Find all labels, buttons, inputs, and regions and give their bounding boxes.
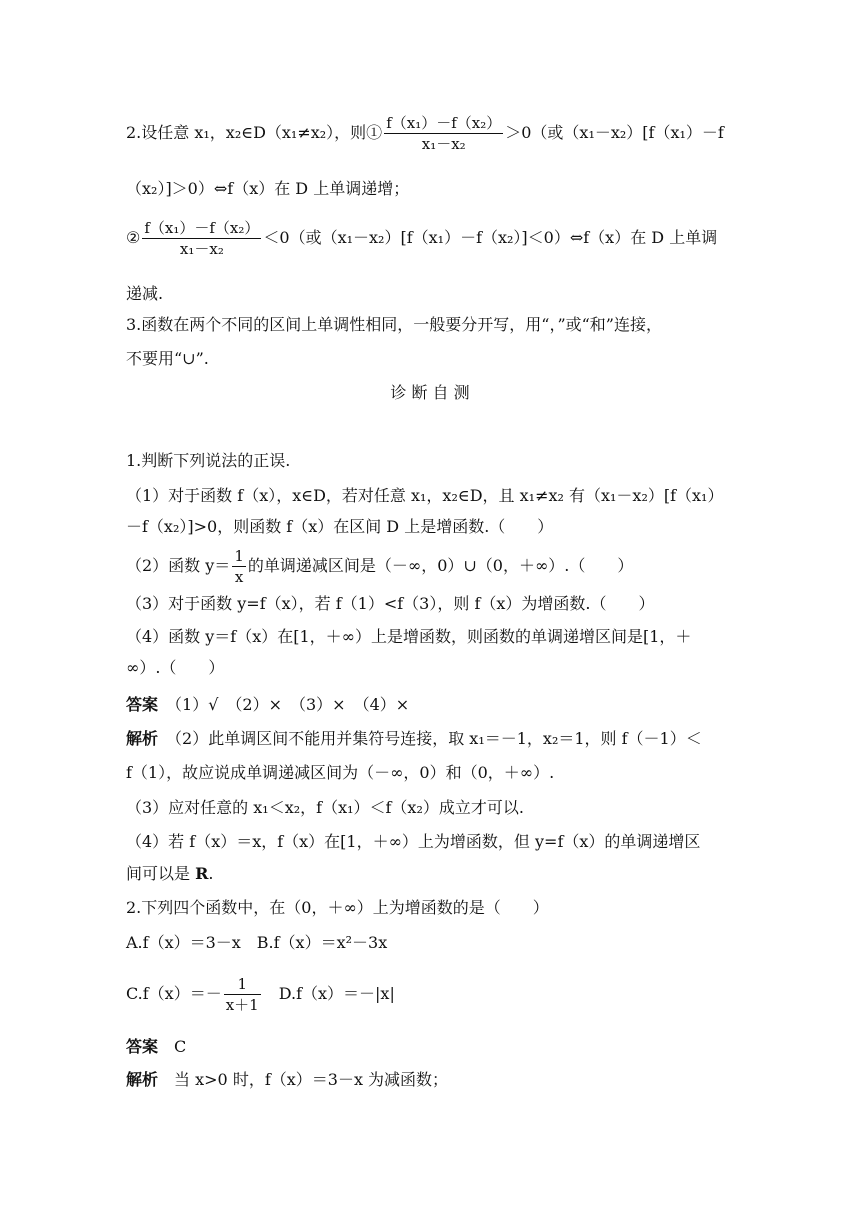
q1-item2-prefix: （2）函数 y＝ [126,556,231,575]
option-c-prefix: C.f（x）＝－ [126,984,222,1003]
fraction-denominator: x₁－x₂ [179,240,224,258]
paragraph-3-line2: 不要用“∪”. [126,349,209,368]
answer-text: （1）√ （2）× （3）× （4）× [174,695,410,714]
analysis-1-item3: （3）应对任意的 x₁＜x₂，f（x₁）＜f（x₂）成立才可以. [126,798,524,817]
paragraph-2-item2 [126,218,717,259]
q1-item2-suffix: 的单调递减区间是（－∞，0）∪（0，＋∞）.（ ） [247,556,634,575]
q1-title: 1.判断下列说法的正误. [126,451,291,470]
answer-label: 答案 [126,1037,159,1056]
analysis-text: 当 x>0 时，f（x）＝3－x 为减函数； [174,1070,449,1089]
fraction [224,974,261,1015]
fraction [142,218,261,259]
analysis-text: 间可以是 [126,864,196,883]
analysis-label: 解析 [126,729,159,748]
fraction-numerator: f（x₁）－f（x₂） [144,219,260,237]
analysis-1-line1 [126,728,702,750]
analysis-text: . [208,864,214,883]
fraction-numerator: 1 [234,547,244,565]
fraction [384,113,503,154]
q1-item4-line1: （4）函数 y＝f（x）在[1，＋∞）上是增函数，则函数的单调递增区间是[1，＋ [126,627,692,646]
q2-title: 2.下列四个函数中，在（0，＋∞）上为增函数的是（ ） [126,898,549,917]
option-d: D.f（x）＝－|x| [262,984,395,1003]
answer-2 [126,1036,186,1058]
analysis-1-item4-line1: （4）若 f（x）＝x，f（x）在[1，＋∞）上为增函数，但 y=f（x）的单调递增区 [126,832,701,851]
p2-suffix: ＞0（或（x₁－x₂）[f（x₁）－f [505,123,724,142]
real-numbers-symbol: R [195,864,209,883]
p2-prefix: 2.设任意 x₁，x₂∈D（x₁≠x₂），则① [126,123,383,142]
analysis-1-line2: f（1），故应说成单调递减区间为（－∞，0）和（0，＋∞）. [126,763,555,782]
q2-options-ab: A.f（x）＝3－x B.f（x）＝x²－3x [126,933,388,952]
fraction-denominator: x＋1 [225,996,259,1014]
analysis-text: （2）此单调区间不能用并集符号连接，取 x₁＝－1，x₂＝1，则 f（－1）＜ [174,729,702,748]
paragraph-2-item2-cont: 递减. [126,284,164,303]
answer-label: 答案 [126,695,159,714]
item2-suffix: ＜0（或（x₁－x₂）[f（x₁）－f（x₂）]＜0）⇔f（x）在 D 上单调 [263,228,718,247]
q1-item1-line2: －f（x₂）]>0，则函数 f（x）在区间 D 上是增函数.（ ） [126,517,554,536]
paragraph-2-line2: （x₂）]＞0）⇔f（x）在 D 上单调递增； [126,179,410,198]
analysis-2 [126,1069,448,1091]
item2-prefix: ② [126,228,141,247]
paragraph-3-line1: 3.函数在两个不同的区间上单调性相同，一般要分开写，用“，”或“和”连接， [126,315,662,334]
paragraph-2-line1 [126,113,724,154]
answer-1 [126,694,409,716]
q1-item4-line2: ∞）.（ ） [126,658,225,677]
q1-item3: （3）对于函数 y=f（x），若 f（1）<f（3），则 f（x）为增函数.（ ） [126,594,655,613]
q2-options-cd [126,974,395,1015]
q1-item2 [126,546,633,587]
fraction-denominator: x₁－x₂ [421,135,466,153]
analysis-1-item4-line2 [126,863,213,885]
fraction-numerator: 1 [224,974,261,995]
answer-text: C [174,1037,187,1056]
fraction-denominator: x [234,568,244,586]
q1-item1-line1: （1）对于函数 f（x），x∈D，若对任意 x₁，x₂∈D，且 x₁≠x₂ 有（x₁－x₂）[f（x₁） [126,486,724,505]
fraction [232,546,246,587]
analysis-label: 解析 [126,1070,159,1089]
fraction-numerator: f（x₁）－f（x₂） [386,114,502,132]
section-title: 诊 断 自 测 [390,383,470,402]
